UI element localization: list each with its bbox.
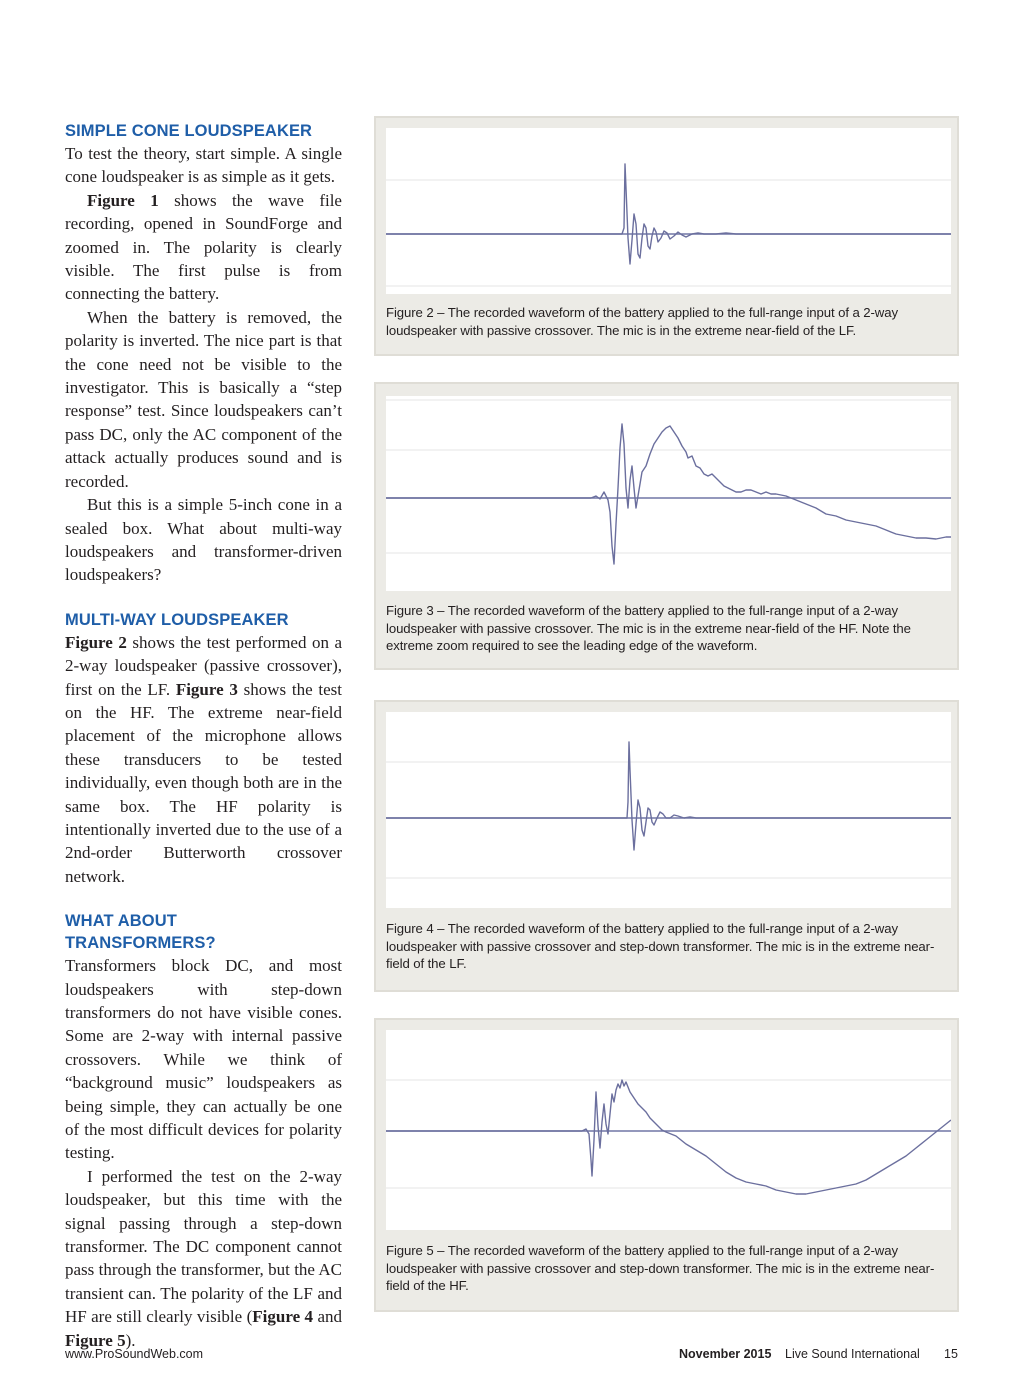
figure-5 [374,1018,959,1312]
paragraph [65,1165,342,1352]
waveform-chart [386,128,951,294]
waveform-chart [386,396,951,591]
heading-simple-cone: SIMPLE CONE LOUDSPEAKER [65,122,313,140]
paragraph: To test the theory, start simple. A single cone loudspeaker is as simple as it gets. [65,144,342,187]
figure-2 [374,116,959,356]
paragraph [65,631,342,888]
paragraph-text: and [313,1307,343,1327]
footer-date: November 2015 [679,1347,772,1361]
paragraph: But this is a simple 5-inch cone in a sealed box. What about multi-way loudspeakers and transformer-driven loudspeakers? [65,495,342,585]
footer-website: www.ProSoundWeb.com [65,1347,204,1361]
paragraph: When the battery is removed, the polarity is inverted. The nice part is that the cone need not be visible to the investigator. This is basically a “step response” test. Since loudspeakers can’t pass DC, only the AC component of the attack actually produces sound and is recorded. [65,307,342,491]
paragraph-text: shows the test performed on a 2-way loudspeaker (passive crossover), first on the LF. [65,632,342,699]
paragraph: Transformers block DC, and most loudspeakers with step-down transformers do not have visible cones. Some are 2-way with internal passive crossovers. While we think of “background music” loudspeakers as being simple, they can actually be one of the most difficult devices for polarity testing. [65,956,342,1163]
waveform-plot [386,712,951,908]
waveform-plot [386,128,951,294]
heading-multi-way: MULTI-WAY LOUDSPEAKER [65,610,289,629]
paragraph-text: I performed the test on the 2-way loudspeaker, but this time with the signal passing through a step-down transformer. The DC component cannot pass through the transformer, but the AC transient can. The polarity of the LF and HF are still clearly visible ( [65,1166,342,1327]
waveform-chart [386,712,951,908]
figure-caption: Figure 3 – The recorded waveform of the battery applied to the full-range input of a 2-way loudspeaker with passive crossover. The mic is in the extreme near-field of the HF. Note the extreme zoom required to see the leading edge of the waveform. [386,603,911,653]
figure-ref: Figure 2 [65,632,127,652]
figure-3 [374,382,959,670]
article-column [65,120,342,1352]
figure-ref: Figure 1 [87,190,159,210]
figure-ref: Figure 3 [175,679,238,699]
heading-transformers: WHAT ABOUT TRANSFORMERS? [65,912,216,953]
paragraph-text: shows the wave file recording, opened in SoundForge and zoomed in. The polarity is clearly visible. The first pulse is from connecting the battery. [65,190,342,304]
waveform-plot [386,1030,951,1230]
paragraph-text: shows the test on the HF. The extreme near-field placement of the microphone allows these transducers to be tested individually, even though both are in the same box. The HF polarity is intentionally inverted due to the use of a 2nd-order Butterworth crossover network. [65,679,342,886]
figure-ref: Figure 4 [252,1307,314,1327]
footer-publication: Live Sound International [785,1347,920,1361]
waveform-chart [386,1030,951,1230]
waveform-plot [386,396,951,591]
paragraph-text: ). [125,1330,136,1350]
figure-4 [374,700,959,992]
figure-ref: Figure 5 [65,1330,126,1350]
figure-caption: Figure 5 – The recorded waveform of the battery applied to the full-range input of a 2-way loudspeaker with passive crossover and step-down transformer. The mic is in the extreme near-field of the HF. [386,1243,935,1293]
figure-caption: Figure 2 – The recorded waveform of the battery applied to the full-range input of a 2-way loudspeaker with passive crossover. The mic is in the extreme near-field of the LF. [386,305,898,338]
figure-caption: Figure 4 – The recorded waveform of the battery applied to the full-range input of a 2-way loudspeaker with passive crossover and step-down transformer. The mic is in the extreme near-field of the LF. [386,921,935,971]
paragraph [65,189,342,306]
footer-page-number: 15 [944,1347,958,1361]
